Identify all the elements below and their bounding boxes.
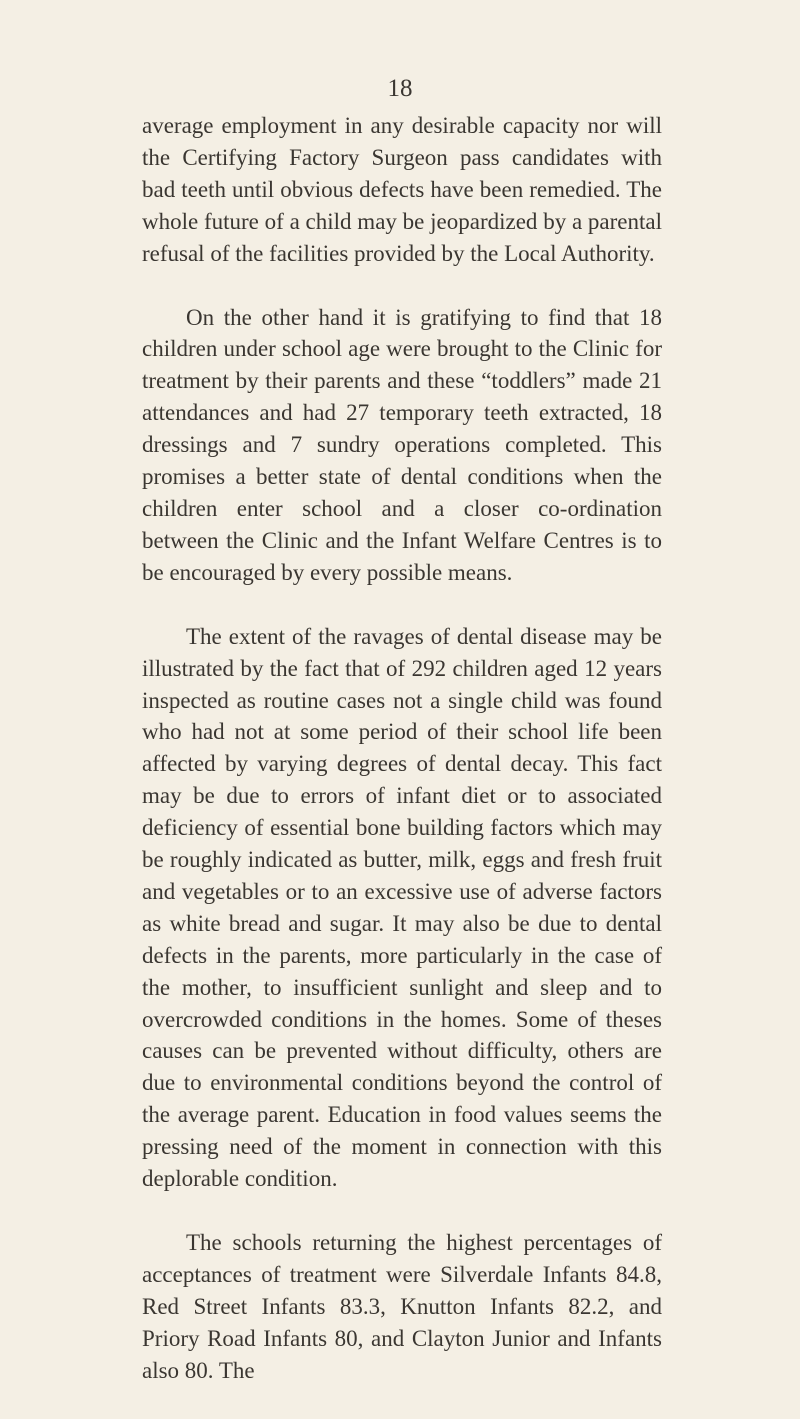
page-number: 18: [387, 75, 413, 102]
body-text: [142, 110, 662, 1419]
paragraph-4: The schools returning the highest percentages of acceptances of treatment were Silverdale Infants 84.8, Red Street Infants 83.3, Knutton Infants 82.2, and Priory Road Infants 80, and Clayton Junior and Infants also 80. The: [142, 1230, 662, 1383]
paragraph-2: On the other hand it is gratifying to find that 18 children under school age were brought to the Clinic for treatment by their parents and these “toddlers” made 21 attendances and had 27 temporary teeth extracted, 18 dressings and 7 sundry operations completed. This promises a better state of dental conditions when the children enter school and a closer co-ordination between the Clinic and the Infant Welfare Centres is to be encouraged by every possible means.: [142, 304, 662, 585]
paragraph-3: The extent of the ravages of dental disease may be illustrated by the fact that of 292 children aged 12 years inspected as routine cases not a single child was found who had not at some period of their school life been affected by varying degrees of dental decay. This fact may be due to errors of infant diet or to associated deficiency of essential bone building factors which may be roughly indicated as butter, milk, eggs and fresh fruit and vegetables or to an excessive use of adverse factors as white bread and sugar. It may also be due to dental defects in the parents, more particularly in the case of the mother, to insufficient sunlight and sleep and to overcrowded conditions in the homes. Some of theses causes can be prevented without difficulty, others are due to environmental conditions beyond the control of the average parent. Education in food values seems the pressing need of the moment in connection with this deplorable condition.: [142, 623, 662, 1192]
paragraph-1: average employment in any desirable capacity nor will the Certifying Factory Surgeon pass candidates with bad teeth until obvious defects have been remedied. The whole future of a child may be jeopardized by a parental refusal of the facilities provided by the Local Authority.: [142, 113, 662, 266]
